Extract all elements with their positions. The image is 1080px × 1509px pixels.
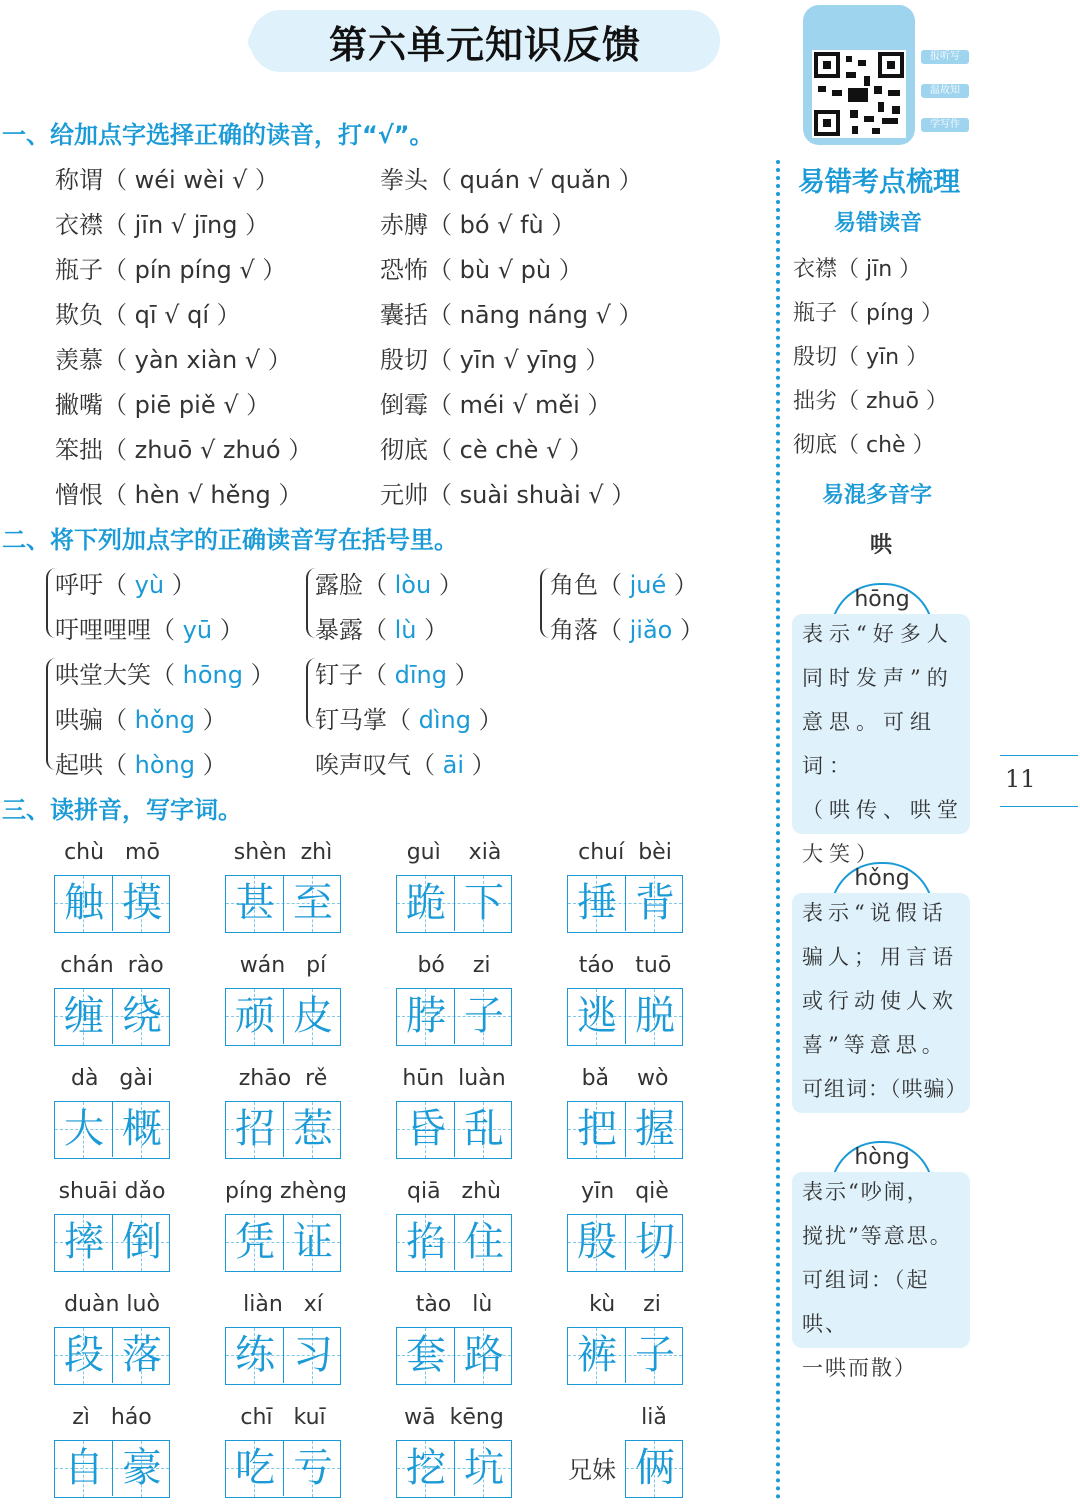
grid-char: 摔: [64, 1219, 104, 1265]
tianzige-grid: [54, 1440, 170, 1498]
pinyin-label: liàn xí: [243, 1292, 323, 1317]
sidebar-subtitle: 易混多音字: [822, 483, 933, 508]
tianzige-grid: [54, 1214, 170, 1272]
s2-item: 角落（ jiǎo ）: [550, 616, 705, 644]
grid-char: 脖: [406, 993, 446, 1039]
grid-char: 子: [454, 989, 513, 1044]
tianzige-grid: [225, 988, 341, 1046]
s1-left-row: 衣襟（ jīn √ jīng ）: [55, 211, 270, 239]
grid-char: 概: [112, 1102, 171, 1157]
pinyin-label: shuāi dǎo: [58, 1179, 166, 1204]
card-pinyin: hōng: [854, 587, 910, 612]
s2-item: 钉马掌（ dìng ）: [315, 706, 503, 734]
qr-tag: 报听写: [921, 50, 969, 64]
s1-left-row: 憎恨（ hèn √ hěng ）: [55, 481, 303, 509]
grid-char: 把: [577, 1106, 617, 1152]
page-title: 第六单元知识反馈: [328, 23, 641, 67]
tianzige-grid: [567, 988, 683, 1046]
grid-char: 住: [454, 1215, 513, 1270]
grid-char: 惹: [283, 1102, 342, 1157]
pinyin-label: zì háo: [72, 1405, 152, 1430]
s1-left-row: 欺负（ qī √ qí ）: [55, 301, 241, 329]
sidebar-title: 易错考点梳理: [798, 167, 960, 198]
s2-item: 哄堂大笑（ hōng ）: [55, 661, 275, 689]
tianzige-grid: [567, 875, 683, 933]
grid-char: 挖: [406, 1445, 446, 1491]
tianzige-grid: [567, 1101, 683, 1159]
tianzige-grid: [396, 875, 512, 933]
grid-char: 背: [625, 876, 684, 931]
pinyin-label: qiā zhù: [407, 1179, 501, 1204]
brace: [540, 568, 550, 638]
s2-item: 呼吁（ yù ）: [55, 571, 196, 599]
sidebar-item: 瓶子（ píng ）: [793, 301, 943, 326]
grid-char: 皮: [283, 989, 342, 1044]
tianzige-grid: [396, 1214, 512, 1272]
tianzige-grid: [225, 1440, 341, 1498]
pinyin-label: hūn luàn: [402, 1066, 506, 1091]
pinyin-label: zhāo rě: [238, 1066, 328, 1091]
grid-char: 俩: [635, 1445, 675, 1491]
card-text: 表示“好多人 同时发声”的 意思。可组词： （哄传、哄堂 大笑）: [802, 622, 964, 866]
card-pinyin: hòng: [854, 1145, 910, 1170]
grid-char: 段: [64, 1332, 104, 1378]
grid-char: 缠: [64, 993, 104, 1039]
pinyin-label: liǎ: [641, 1405, 667, 1430]
grid-char: 脱: [625, 989, 684, 1044]
pinyin-label: shèn zhì: [233, 840, 333, 865]
pinyin-label: táo tuō: [578, 953, 672, 978]
sidebar-subtitle: 易错读音: [834, 211, 923, 236]
polyphone-char: 哄: [870, 533, 893, 558]
s2-item: 吁哩哩哩（ yū ）: [55, 616, 244, 644]
s2-item: 露脸（ lòu ）: [315, 571, 463, 599]
page-number: 11: [1005, 765, 1036, 793]
grid-char: 下: [454, 876, 513, 931]
pinyin-label: bó zi: [417, 953, 491, 978]
tianzige-grid: [625, 1440, 683, 1498]
grid-char: 切: [625, 1215, 684, 1270]
s1-right-row: 赤膊（ bó √ fù ）: [380, 211, 576, 239]
s1-right-row: 元帅（ suài shuài √ ）: [380, 481, 636, 509]
pinyin-label: dà gài: [71, 1066, 153, 1091]
s1-right-row: 恐怖（ bù √ pù ）: [380, 256, 583, 284]
grid-char: 习: [283, 1328, 342, 1383]
pinyin-label: kù zi: [589, 1292, 661, 1317]
qr-tag: 温故知: [921, 84, 969, 98]
page-number-rule: [1000, 806, 1078, 807]
s1-right-row: 拳头（ quán √ quǎn ）: [380, 166, 643, 194]
tianzige-grid: [54, 988, 170, 1046]
tianzige-grid: [396, 988, 512, 1046]
s1-right-row: 囊括（ nāng náng √ ）: [380, 301, 643, 329]
grid-char: 摸: [112, 876, 171, 931]
grid-char: 逃: [577, 993, 617, 1039]
grid-char: 大: [64, 1106, 104, 1152]
grid-char: 跪: [406, 880, 446, 926]
s1-left-row: 撇嘴（ piē piě √ ）: [55, 391, 271, 419]
pinyin-label: wán pí: [239, 953, 327, 978]
sidebar-item: 衣襟（ jīn ）: [793, 257, 922, 282]
section2-heading: 二、将下列加点字的正确读音写在括号里。: [2, 526, 458, 554]
s1-left-row: 称谓（ wéi wèi √ ）: [55, 166, 279, 194]
grid-char: 绕: [112, 989, 171, 1044]
grid-char: 路: [454, 1328, 513, 1383]
page-number-rule: [1000, 755, 1078, 756]
pinyin-label: chán rào: [60, 953, 164, 978]
grid-char: 凭: [235, 1219, 275, 1265]
section3-heading: 三、读拼音，写字词。: [2, 796, 242, 824]
s2-item: 哄骗（ hǒng ）: [55, 706, 227, 734]
grid-char: 亏: [283, 1441, 342, 1496]
grid-char: 豪: [112, 1441, 171, 1496]
grid-char: 触: [64, 880, 104, 926]
sidebar-item: 彻底（ chè ）: [793, 433, 935, 458]
grid-char: 甚: [235, 880, 275, 926]
tianzige-grid: [396, 1101, 512, 1159]
tianzige-grid: [225, 1214, 341, 1272]
grid-char: 坑: [454, 1441, 513, 1496]
s1-right-row: 倒霉（ méi √ měi ）: [380, 391, 612, 419]
pinyin-label: guì xià: [406, 840, 502, 865]
sidebar-divider: [776, 160, 780, 1500]
qr-code-icon: [812, 50, 906, 138]
sidebar-item: 殷切（ yīn ）: [793, 345, 929, 370]
grid-char: 殷: [577, 1219, 617, 1265]
grid-char: 练: [235, 1332, 275, 1378]
tianzige-grid: [54, 875, 170, 933]
qr-tag: 学写作: [921, 118, 969, 132]
grid-char: 昏: [406, 1106, 446, 1152]
tianzige-grid: [54, 1327, 170, 1385]
pinyin-label: píng zhèng: [225, 1179, 347, 1204]
grid-char: 招: [235, 1106, 275, 1152]
pinyin-label: yīn qiè: [581, 1179, 669, 1204]
grid-char: 吃: [235, 1445, 275, 1491]
tianzige-grid: [225, 1101, 341, 1159]
tianzige-grid: [567, 1214, 683, 1272]
tianzige-grid: [567, 1327, 683, 1385]
qr-code[interactable]: [812, 50, 906, 138]
grid-char: 裤: [577, 1332, 617, 1378]
s2-item: 起哄（ hòng ）: [55, 751, 227, 779]
pinyin-label: chī kuī: [240, 1405, 326, 1430]
s1-left-row: 羡慕（ yàn xiàn √ ）: [55, 346, 292, 374]
tianzige-grid: [225, 1327, 341, 1385]
grid-char: 子: [625, 1328, 684, 1383]
grid-char: 握: [625, 1102, 684, 1157]
pinyin-label: wā kēng: [404, 1405, 504, 1430]
tianzige-grid: [396, 1440, 512, 1498]
pinyin-label: bǎ wò: [581, 1066, 669, 1091]
s1-right-row: 彻底（ cè chè √ ）: [380, 436, 593, 464]
card-text: 表示“吵闹， 搅扰”等意思。 可组词：（起哄、 一哄而散）: [802, 1180, 953, 1380]
pinyin-label: tào lù: [415, 1292, 493, 1317]
grid-char: 证: [283, 1215, 342, 1270]
s2-item: 角色（ jué ）: [550, 571, 698, 599]
grid-char: 乱: [454, 1102, 513, 1157]
tianzige-grid: [225, 875, 341, 933]
pinyin-label: chù mō: [64, 840, 160, 865]
grid-char: 捶: [577, 880, 617, 926]
grid-char: 至: [283, 876, 342, 931]
section1-heading: 一、给加点字选择正确的读音，打“√”。: [2, 121, 434, 149]
grid-char: 套: [406, 1332, 446, 1378]
last-word-prefix: 兄妹: [568, 1456, 616, 1484]
pinyin-label: duàn luò: [64, 1292, 160, 1317]
card-pinyin: hǒng: [854, 866, 910, 891]
s2-item: 钉子（ dīng ）: [315, 661, 479, 689]
grid-char: 自: [64, 1445, 104, 1491]
sidebar-item: 拙劣（ zhuō ）: [793, 389, 948, 414]
grid-char: 顽: [235, 993, 275, 1039]
grid-char: 落: [112, 1328, 171, 1383]
tianzige-grid: [396, 1327, 512, 1385]
s2-item: 暴露（ lù ）: [315, 616, 449, 644]
s2-item: 唉声叹气（ āi ）: [315, 751, 496, 779]
s1-left-row: 笨拙（ zhuō √ zhuó ）: [55, 436, 313, 464]
s1-right-row: 殷切（ yīn √ yīng ）: [380, 346, 610, 374]
pinyin-label: chuí bèi: [578, 840, 672, 865]
tianzige-grid: [54, 1101, 170, 1159]
grid-char: 倒: [112, 1215, 171, 1270]
grid-char: 掐: [406, 1219, 446, 1265]
card-text: 表示“说假话 骗人；用言语 或行动使人欢 喜”等意思。 可组词：（哄骗）: [802, 901, 968, 1101]
s1-left-row: 瓶子（ pín píng √ ）: [55, 256, 287, 284]
